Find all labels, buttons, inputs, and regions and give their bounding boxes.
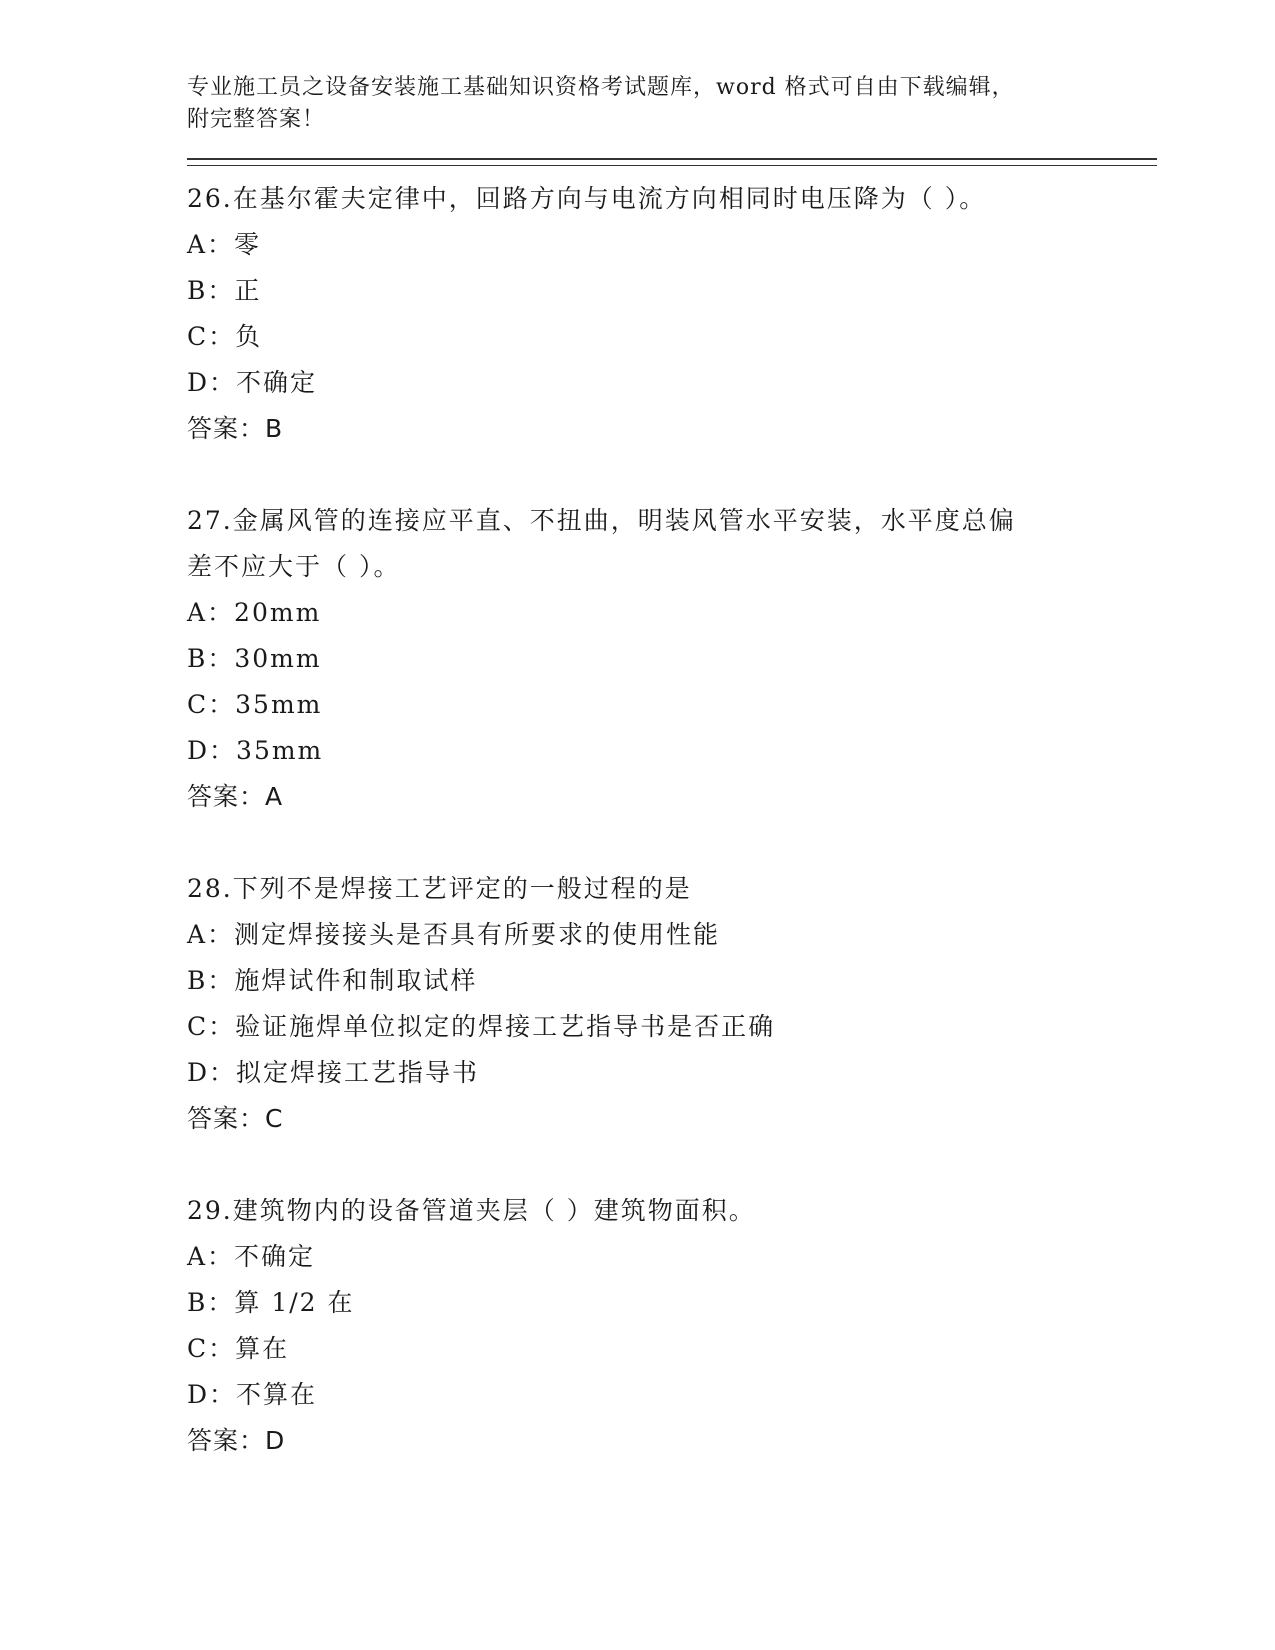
question-stem: 26.在基尔霍夫定律中，回路方向与电流方向相同时电压降为（ ）。	[187, 184, 987, 213]
option-c: C：负	[187, 322, 263, 351]
answer: 答案：A	[187, 782, 284, 811]
option-c: C：算在	[187, 1334, 290, 1363]
option-d: D：35mm	[187, 736, 324, 765]
question-stem-continued: 差不应大于（ ）。	[187, 552, 401, 581]
answer: 答案：C	[187, 1104, 284, 1133]
option-a: A：不确定	[187, 1242, 316, 1271]
question-27	[187, 498, 1157, 820]
document-page	[187, 72, 1157, 1464]
answer: 答案：D	[187, 1426, 286, 1455]
question-28	[187, 866, 1157, 1142]
option-a: A：测定焊接接头是否具有所要求的使用性能	[187, 920, 721, 949]
option-b: B：正	[187, 276, 262, 305]
option-c: C：验证施焊单位拟定的焊接工艺指导书是否正确	[187, 1012, 776, 1041]
option-c: C：35mm	[187, 690, 323, 719]
question-stem: 28.下列不是焊接工艺评定的一般过程的是	[187, 874, 692, 903]
option-a: A：零	[187, 230, 262, 259]
option-d: D：不确定	[187, 368, 318, 397]
option-a: A：20mm	[187, 598, 322, 627]
question-26	[187, 176, 1157, 452]
answer: 答案：B	[187, 414, 284, 443]
option-d: D：不算在	[187, 1380, 318, 1409]
option-b: B：30mm	[187, 644, 322, 673]
question-29	[187, 1188, 1157, 1464]
question-stem: 27.金属风管的连接应平直、不扭曲，明装风管水平安装，水平度总偏	[187, 506, 1016, 535]
document-header-line-1: 专业施工员之设备安装施工基础知识资格考试题库，word 格式可自由下载编辑，	[187, 75, 1015, 100]
header-divider	[187, 158, 1157, 166]
option-d: D：拟定焊接工艺指导书	[187, 1058, 480, 1087]
option-b: B：施焊试件和制取试样	[187, 966, 478, 995]
document-header-line-2: 附完整答案！	[187, 107, 326, 132]
question-stem: 29.建筑物内的设备管道夹层（ ）建筑物面积。	[187, 1196, 756, 1225]
option-b: B：算 1/2 在	[187, 1288, 355, 1317]
